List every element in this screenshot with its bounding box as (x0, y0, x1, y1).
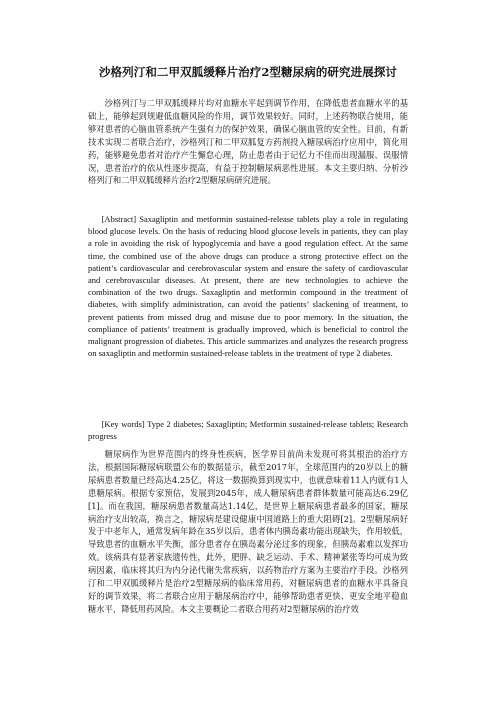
abstract-chinese (88, 97, 408, 187)
abstract-english (88, 213, 408, 359)
introduction-section (88, 448, 408, 616)
keywords-section (88, 418, 408, 442)
introduction-text: 糖尿病作为世界范围内的终身性疾病，医学界目前尚未发现可将其根治的治疗方法，根据国际糖尿病联盟公布的数据显示，截至2017年，全球范围内的20岁以上的糖尿病患者数量已经高达4.25亿，将这一数据换算到现实中，也就意味着11人内就有1人患糖尿病。根据专家预估，发展到2045年，成人糖尿病患者群体数量可能高达6.29亿[1]。而在我国，糖尿病患者数量高达1.14亿，是世界上糖尿病患者最多的国家，糖尿病治疗支出较高，换言之，糖尿病是建设健康中国道路上的重大阻碍[2]。2型糖尿病好发于中老年人，通常发病年龄在35岁以后，患者体内胰岛素功能出现缺失，作用较低，导致患者的血糖水平失衡，部分患者存在胰岛素分泌过多的现象，但胰岛素难以发挥功效。该病具有显著家族遗传性，此外，肥胖、缺乏运动、手术、精神紧张等均可成为致病因素，临床将其归为内分泌代谢失常疾病，以药物治疗方案为主要治疗手段。沙格列汀和二甲双胍缓释片是治疗2型糖尿病的临床常用药，对糖尿病患者的血糖水平具备良好的调节效果，将二者联合应用于糖尿病治疗中，能够帮助患者更快、更安全地平稳血糖水平，降低用药风险。本文主要概论二者联合用药对2型糖尿病的治疗效 (88, 449, 408, 614)
abstract-chinese-text: 沙格列汀与二甲双胍缓释片均对血糖水平起到调节作用，在降低患者血糖水平的基础上，能够起到规避低血糖风险的作用，调节效果较好。同时，上述药物联合使用，能够对患者的心脑血管系统产生强有力的保护效果，确保心脑血管的安全性。目前，有新技术实现二者联合治疗，沙格列汀和二甲双胍复方药剂投入糖尿病治疗应用中，简化用药，能够避免患者对治疗产生懈怠心理，防止患者由于记忆力不佳而出现漏服、误服情况，患者治疗的依从性逐步提高，有益于控制糖尿病恶性进展。本文主要归纳、分析沙格列汀和二甲双胍缓释片治疗2型糖尿病研究进展。 (88, 98, 408, 186)
article-title: 沙格列汀和二甲双胍缓释片治疗2型糖尿病的研究进展探讨 (98, 65, 398, 79)
keywords-text: [Key words] Type 2 diabetes; Saxagliptin; Metformin sustained-release tablets; Research progress (88, 419, 408, 442)
abstract-english-text: [Abstract] Saxagliptin and metformin sustained-release tablets play a role in regulating blood glucose levels. On the basis of reducing blood glucose levels in patients, they can play a role in avoiding the risk of hypoglycemia and have a good regulation effect. At the same time, the combined use of the above drugs can produce a strong protective effect on the patient’s cardiovascular and cerebrovascular system and ensure the safety of cardiovascular and cerebrovascular diseases. At present, there are new technologies to achieve the combination of the two drugs. Saxagliptin and metformin compound in the treatment of diabetes, with simplify administration, can avoid the patients’ slackening of treatment, to prevent patients from missed drug and misuse due to poor memory. In the situation, the compliance of patients’ treatment is gradually improved, which is beneficial to control the malignant progression of diabetes. This article summarizes and analyzes the research progress on saxagliptin and metformin sustained-release tablets in the treatment of type 2 diabetes. (88, 214, 408, 359)
